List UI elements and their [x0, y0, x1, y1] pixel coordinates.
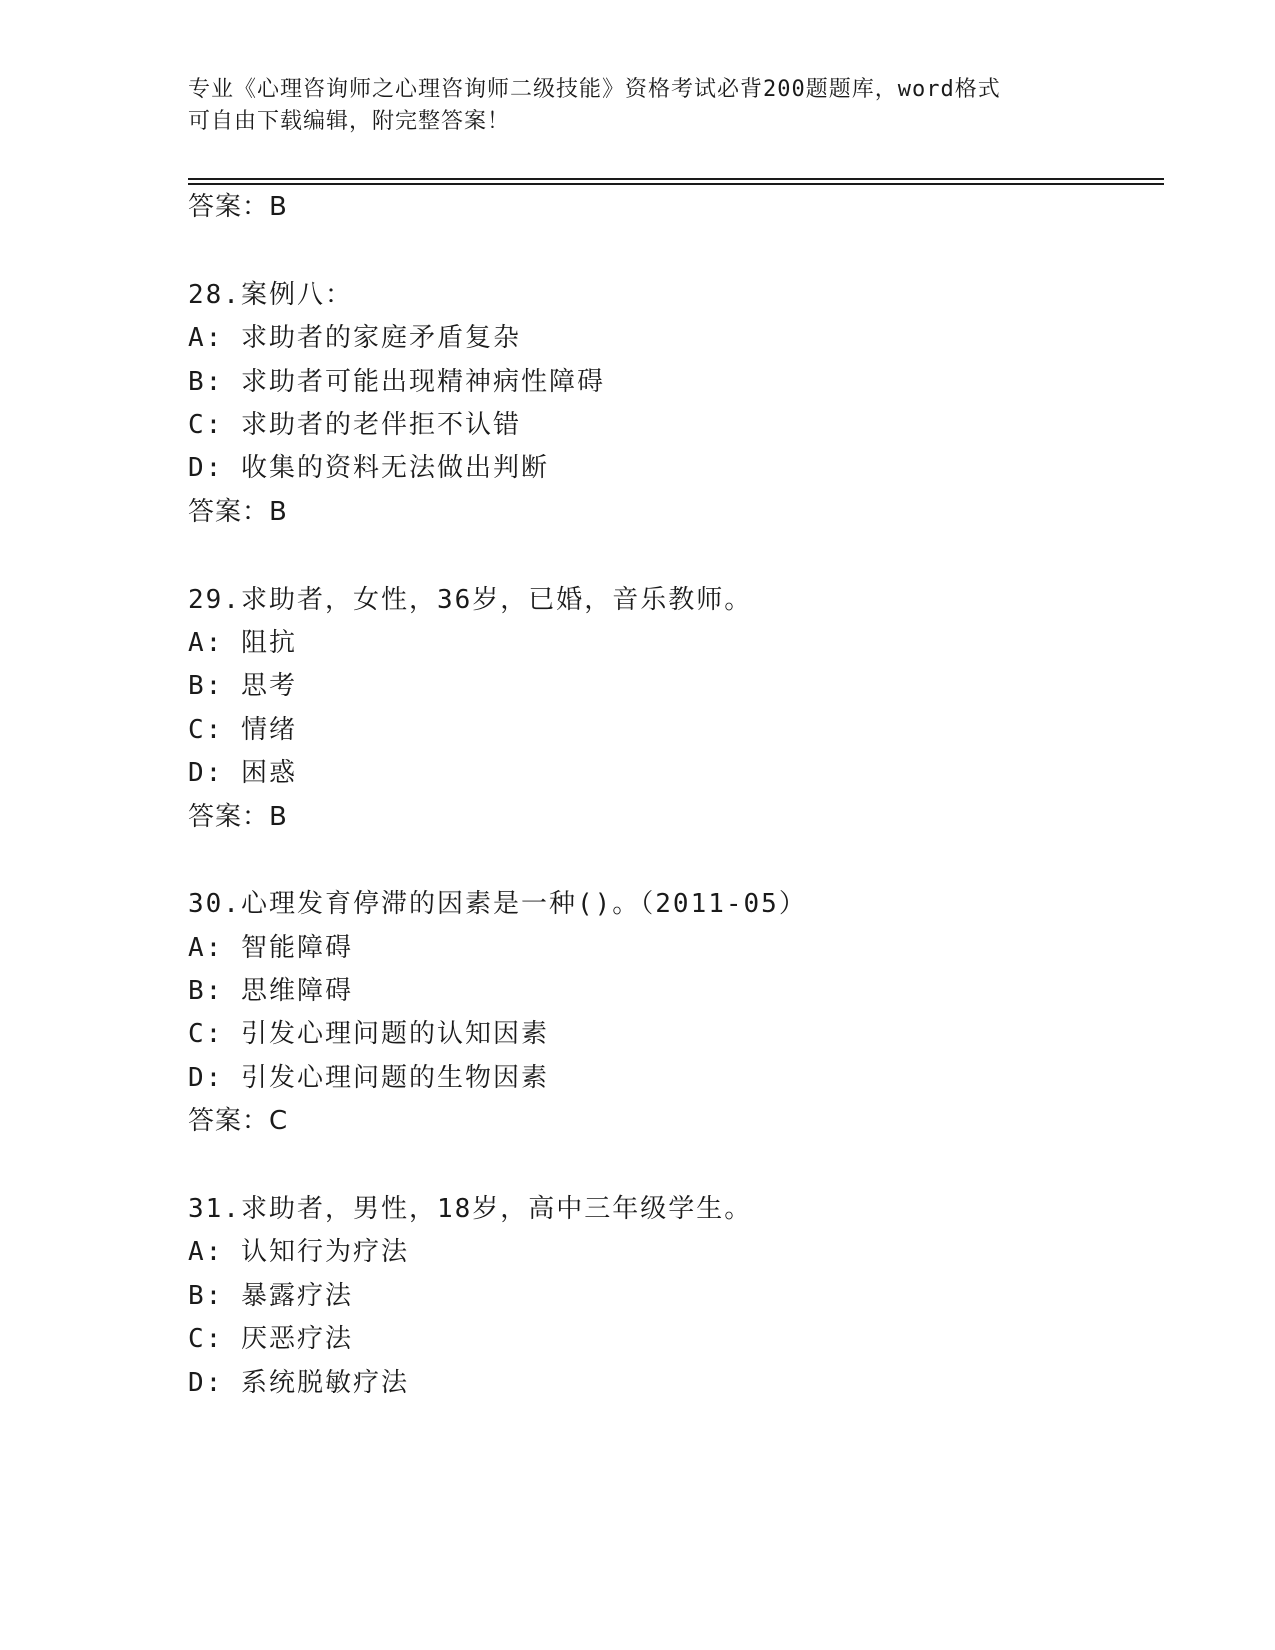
option-b: B: 求助者可能出现精神病性障碍 — [188, 367, 605, 397]
option-b: B: 思维障碍 — [188, 976, 353, 1006]
answer-line: 答案：B — [188, 192, 288, 222]
option-d: D: 系统脱敏疗法 — [188, 1368, 409, 1398]
option-c: C: 求助者的老伴拒不认错 — [188, 410, 521, 440]
question-stem: 29.求助者，女性，36岁，已婚，音乐教师。 — [188, 585, 753, 615]
question-stem: 31.求助者，男性，18岁，高中三年级学生。 — [188, 1194, 753, 1224]
question-stem: 28.案例八： — [188, 280, 353, 310]
option-d: D: 困惑 — [188, 758, 297, 788]
answer-line: 答案：C — [188, 1106, 289, 1136]
header-line-1: 专业《心理咨询师之心理咨询师二级技能》资格考试必背200题题库，word格式 — [188, 77, 1001, 102]
option-d: D: 引发心理问题的生物因素 — [188, 1063, 549, 1093]
header-line-2: 可自由下载编辑，附完整答案！ — [188, 109, 511, 134]
header-divider-secondary — [188, 183, 1164, 185]
option-a: A: 认知行为疗法 — [188, 1237, 409, 1267]
answer-line: 答案：B — [188, 802, 288, 832]
option-a: A: 智能障碍 — [188, 933, 353, 963]
option-a: A: 求助者的家庭矛盾复杂 — [188, 323, 521, 353]
option-d: D: 收集的资料无法做出判断 — [188, 453, 549, 483]
option-c: C: 情绪 — [188, 715, 297, 745]
option-b: B: 思考 — [188, 671, 297, 701]
option-c: C: 厌恶疗法 — [188, 1324, 353, 1354]
option-b: B: 暴露疗法 — [188, 1281, 353, 1311]
question-stem: 30.心理发育停滞的因素是一种()。（2011-05） — [188, 889, 807, 919]
answer-line: 答案：B — [188, 497, 288, 527]
option-c: C: 引发心理问题的认知因素 — [188, 1019, 549, 1049]
option-a: A: 阻抗 — [188, 628, 297, 658]
header-divider — [188, 178, 1164, 180]
document-header — [188, 74, 1088, 138]
